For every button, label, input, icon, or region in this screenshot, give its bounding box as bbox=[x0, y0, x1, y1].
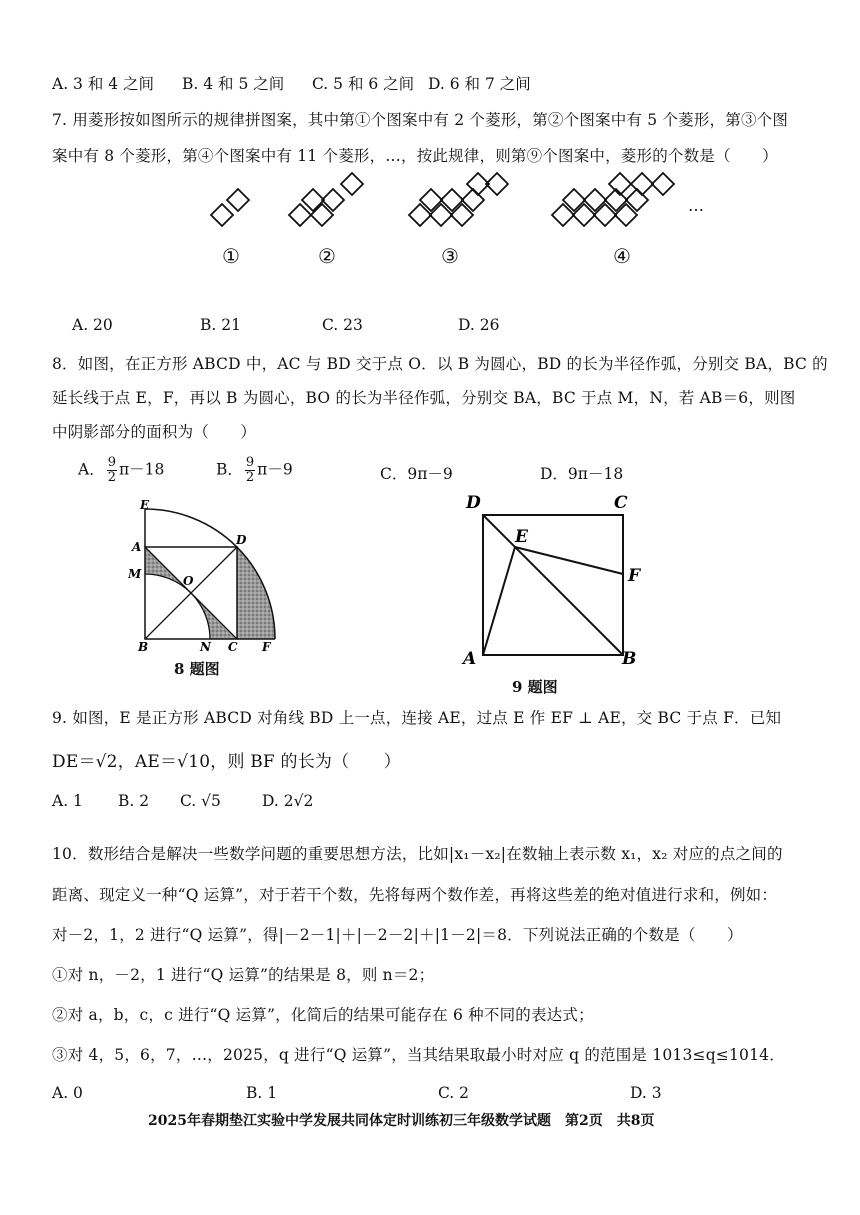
q9-label-D: D bbox=[466, 493, 481, 513]
q8-option-a bbox=[78, 456, 164, 485]
q9-figure bbox=[458, 490, 668, 675]
q10-option-c: C. 2 bbox=[438, 1084, 470, 1102]
q6-option-c: C. 5 和 6 之间 bbox=[312, 75, 415, 93]
pattern-3 bbox=[409, 173, 508, 226]
q10-option-d: D. 3 bbox=[630, 1084, 662, 1102]
q10-statement-3: ③对 4，5，6，7，…，2025，q 进行“Q 运算”，当其结果取最小时对应 q 的范围是 1013≤q≤1014． bbox=[52, 1046, 785, 1064]
q8-label-D: D bbox=[236, 533, 247, 547]
q8-option-d: D．9π－18 bbox=[540, 465, 624, 483]
q8-shade-right bbox=[237, 547, 275, 639]
q9-figure-caption: 9 题图 bbox=[512, 678, 558, 696]
q10-stem-line2: 距离、现定义一种“Q 运算”，对于若干个数，先将每两个数作差，再将这些差的绝对值进行求和，例如： bbox=[52, 886, 778, 904]
q9-option-d: D. 2√2 bbox=[262, 792, 314, 810]
q7-option-a: A. 20 bbox=[72, 316, 113, 334]
q6-option-d: D. 6 和 7 之间 bbox=[428, 75, 531, 93]
q9-option-c: C. √5 bbox=[180, 792, 221, 810]
q10-statement-2: ②对 a，b，c，c 进行“Q 运算”，化简后的结果可能存在 6 种不同的表达式； bbox=[52, 1006, 594, 1024]
q8-label-A: A bbox=[132, 540, 142, 554]
q9-option-a: A. 1 bbox=[52, 792, 83, 810]
q8-option-b bbox=[216, 456, 293, 485]
pattern-label-1: ① bbox=[222, 244, 240, 268]
q9-label-F: F bbox=[628, 566, 641, 586]
q10-statement-1: ①对 n，－2，1 进行“Q 运算”的结果是 8，则 n＝2； bbox=[52, 966, 435, 984]
q9-label-C: C bbox=[614, 493, 628, 513]
pattern-ellipsis: … bbox=[688, 196, 704, 215]
q8-option-b-numerator: 9 bbox=[245, 455, 255, 470]
q9-label-B: B bbox=[622, 649, 637, 669]
q8-option-a-label: A． bbox=[78, 460, 105, 479]
q8-stem-line2: 延长线于点 E，F，再以 B 为圆心，BO 的长为半径作弧，分别交 BA，BC 于点 M，N，若 AB＝6，则图 bbox=[52, 389, 796, 407]
q8-figure-caption: 8 题图 bbox=[174, 660, 220, 678]
q7-option-d: D. 26 bbox=[458, 316, 500, 334]
q8-option-a-tail: π－18 bbox=[118, 460, 165, 479]
pattern-label-3: ③ bbox=[441, 244, 459, 268]
q8-stem-line3: 中阴影部分的面积为（ ） bbox=[52, 423, 257, 441]
q8-label-C: C bbox=[228, 640, 238, 654]
q8-label-M: M bbox=[128, 567, 142, 581]
q10-option-a: A. 0 bbox=[52, 1084, 83, 1102]
q8-option-a-denominator: 2 bbox=[107, 470, 116, 485]
pattern-1 bbox=[211, 189, 249, 226]
q8-option-b-denominator: 2 bbox=[245, 470, 255, 485]
q8-label-O: O bbox=[183, 574, 194, 588]
q6-option-a: A. 3 和 4 之间 bbox=[52, 75, 155, 93]
pattern-4 bbox=[552, 173, 674, 226]
pattern-label-2: ② bbox=[318, 244, 336, 268]
q8-label-E: E bbox=[140, 498, 150, 512]
q10-stem-line3: 对－2，1，2 进行“Q 运算”，得|－2－1|＋|－2－2|＋|1－2|＝8．下列说法正确的个数是（ ） bbox=[52, 926, 743, 944]
q8-label-N: N bbox=[200, 640, 211, 654]
q9-stem-line1: 9. 如图，E 是正方形 ABCD 对角线 BD 上一点，连接 AE，过点 E 作 EF ⊥ AE，交 BC 于点 F．已知 bbox=[52, 709, 782, 727]
q8-option-c: C．9π－9 bbox=[380, 465, 453, 483]
q8-option-b-tail: π－9 bbox=[257, 460, 293, 479]
q9-label-A: A bbox=[463, 649, 477, 669]
page-footer: 2025年春期垫江实验中学发展共同体定时训练初三年级数学试题 第2页 共8页 bbox=[148, 1113, 655, 1129]
q7-stem-line1: 7. 用菱形按如图所示的规律拼图案，其中第①个图案中有 2 个菱形，第②个图案中有 5 个菱形，第③个图 bbox=[52, 111, 789, 129]
q9-stem-line2: DE＝√2，AE＝√10，则 BF 的长为（ ） bbox=[52, 752, 401, 772]
q7-option-c: C. 23 bbox=[322, 316, 363, 334]
q9-option-b: B. 2 bbox=[118, 792, 150, 810]
q9-label-E: E bbox=[515, 527, 528, 547]
q7-rhombus-patterns bbox=[0, 170, 860, 300]
q10-option-b: B. 1 bbox=[246, 1084, 278, 1102]
q10-stem-line1: 10．数形结合是解决一些数学问题的重要思想方法，比如|x₁－x₂|在数轴上表示数 x₁，x₂ 对应的点之间的 bbox=[52, 845, 783, 863]
q7-option-b: B. 21 bbox=[200, 316, 241, 334]
q6-option-b: B. 4 和 5 之间 bbox=[182, 75, 285, 93]
q8-label-B: B bbox=[138, 640, 149, 654]
pattern-2 bbox=[289, 173, 363, 226]
q8-figure bbox=[128, 498, 308, 658]
q8-label-F: F bbox=[262, 640, 271, 654]
q8-option-a-numerator: 9 bbox=[107, 455, 116, 470]
q8-option-b-label: B． bbox=[216, 460, 243, 479]
q7-stem-line2: 案中有 8 个菱形，第④个图案中有 11 个菱形，…，按此规律，则第⑨个图案中，菱形的个数是（ ） bbox=[52, 147, 778, 165]
q8-stem-line1: 8．如图，在正方形 ABCD 中，AC 与 BD 交于点 O．以 B 为圆心，BD 的长为半径作弧，分别交 BA，BC 的 bbox=[52, 355, 828, 373]
pattern-label-4: ④ bbox=[613, 244, 631, 268]
